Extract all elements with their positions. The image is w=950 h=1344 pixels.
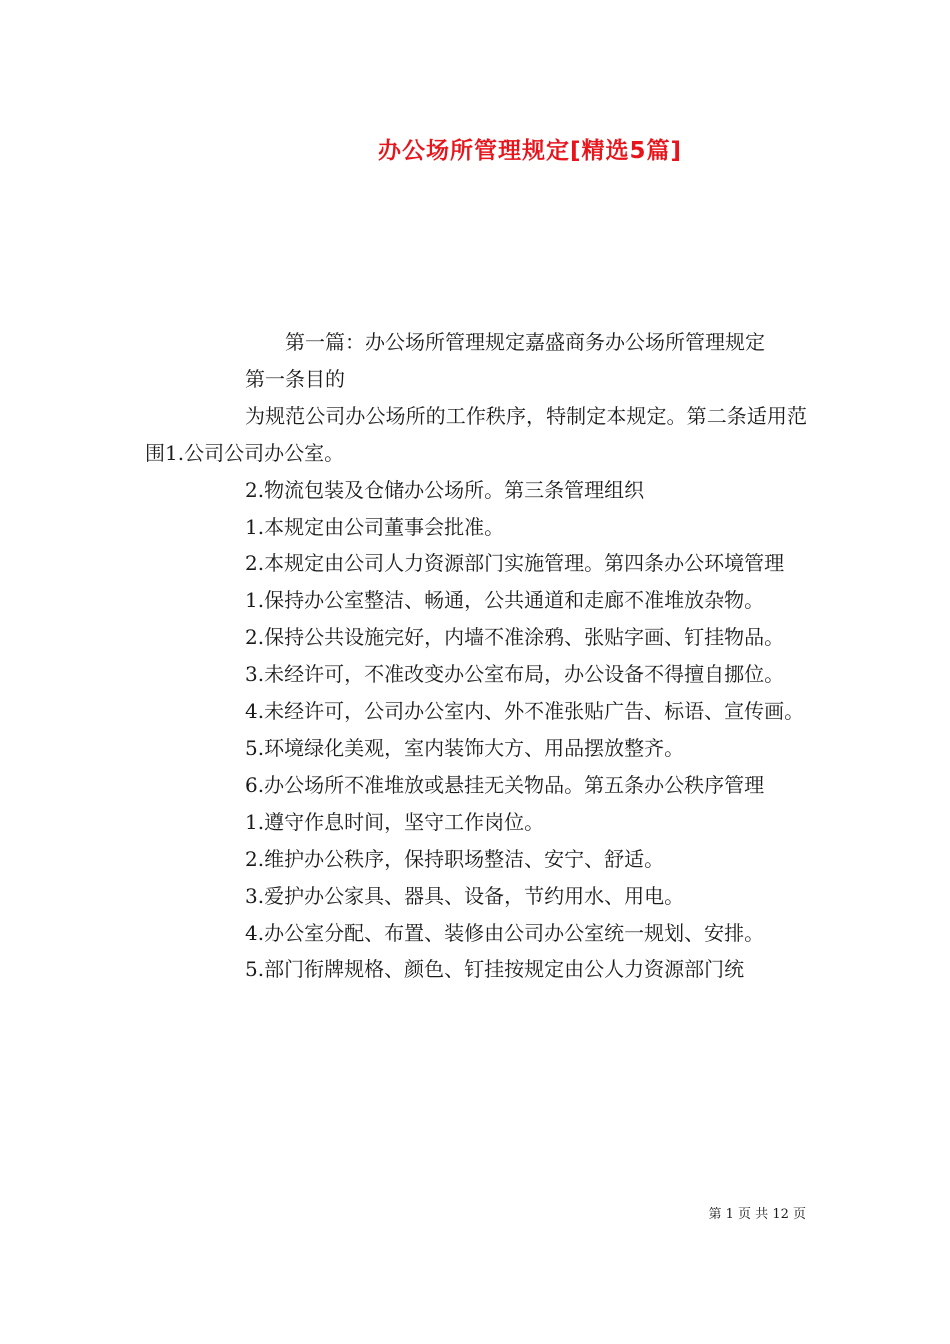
paragraph: 4.办公室分配、布置、装修由公司办公室统一规划、安排。 [245,920,765,945]
paragraph: 4.未经许可，公司办公室内、外不准张贴广告、标语、宣传画。 [245,699,805,724]
paragraph: 3.未经许可，不准改变办公室布局，办公设备不得擅自挪位。 [245,662,785,687]
page-title: 办公场所管理规定[精选5篇] [377,138,683,164]
paragraph-chapter-heading: 第一篇：办公场所管理规定嘉盛商务办公场所管理规定 [285,330,765,354]
page-footer: 第 1 页 共 12 页 [708,1207,806,1222]
paragraph: 1.遵守作息时间，坚守工作岗位。 [245,809,545,834]
paragraph: 2.保持公共设施完好，内墙不准涂鸦、张贴字画、钉挂物品。 [245,625,785,650]
paragraph: 为规范公司办公场所的工作秩序，特制定本规定。第二条适用范围1.公司公司办公室。 [145,403,807,465]
paragraph: 第一条目的 [245,366,345,391]
paragraph: 3.爱护办公家具、器具、设备，节约用水、用电。 [245,883,685,908]
paragraph: 2.本规定由公司人力资源部门实施管理。第四条办公环境管理 [245,551,785,576]
paragraph: 2.物流包装及仓储办公场所。第三条管理组织 [245,477,645,502]
paragraph: 2.维护办公秩序，保持职场整洁、安宁、舒适。 [245,846,665,871]
paragraph: 1.本规定由公司董事会批准。 [245,514,505,539]
paragraph: 6.办公场所不准堆放或悬挂无关物品。第五条办公秩序管理 [245,772,765,797]
paragraph: 5.部门衔牌规格、颜色、钉挂按规定由公人力资源部门统 [245,957,745,982]
paragraph: 1.保持办公室整洁、畅通，公共通道和走廊不准堆放杂物。 [245,588,765,613]
paragraph: 5.环境绿化美观，室内装饰大方、用品摆放整齐。 [245,735,685,760]
document-body [145,324,807,988]
